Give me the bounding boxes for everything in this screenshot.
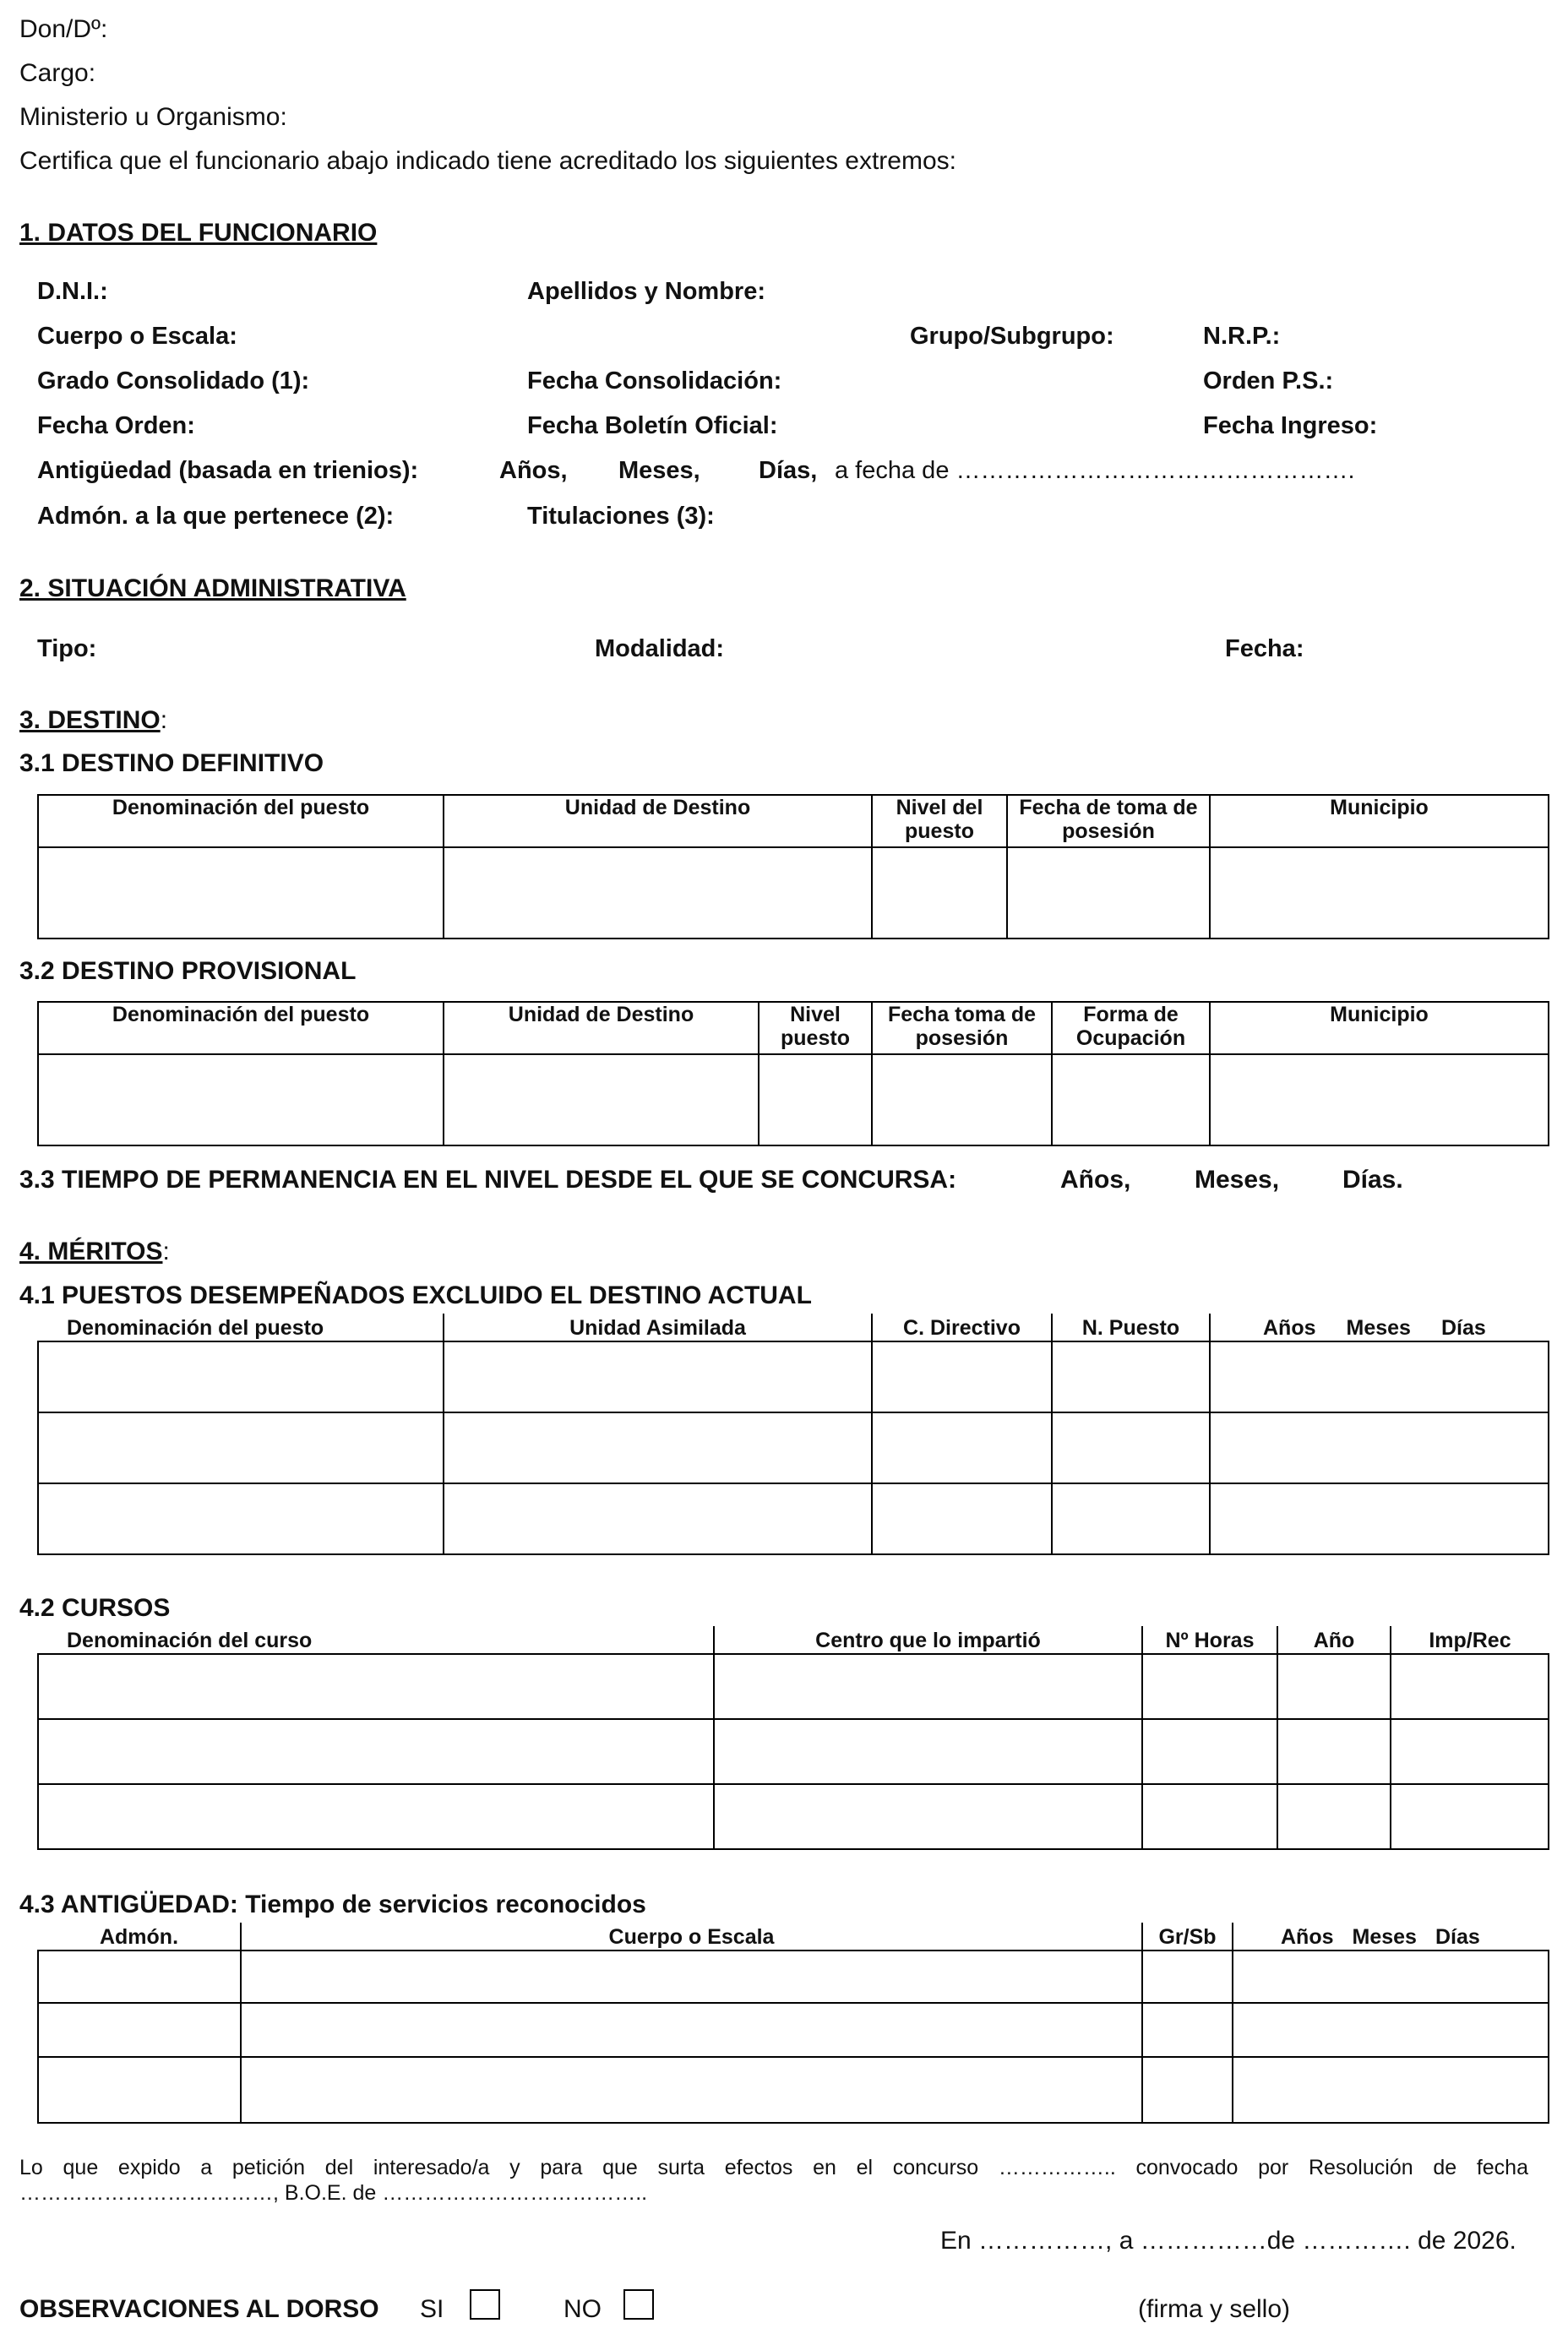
- table-cell: [1052, 1483, 1210, 1554]
- section4-colon: :: [162, 1238, 170, 1265]
- table-cell: [1391, 1719, 1549, 1784]
- time-dias: Días: [1435, 1925, 1480, 1949]
- time-meses: Meses: [1352, 1925, 1417, 1949]
- header-cell: Cuerpo o Escala: [241, 1923, 1142, 1951]
- apellidos-label: Apellidos y Nombre:: [527, 278, 765, 305]
- header-cell: Nº Horas: [1142, 1626, 1277, 1654]
- fecha-label: Fecha:: [1225, 635, 1304, 662]
- certifica-text: Certifica que el funcionario abajo indicado tiene acreditado los siguientes extremos:: [19, 147, 956, 175]
- header-cell: Año: [1277, 1626, 1391, 1654]
- header-cell: N. Puesto: [1052, 1314, 1210, 1341]
- table-cell: [241, 2057, 1142, 2123]
- no-checkbox[interactable]: [623, 2289, 654, 2320]
- table-cell: [1277, 1654, 1391, 1719]
- section3-colon: :: [160, 706, 168, 734]
- header-cell-time: [1210, 1314, 1549, 1341]
- header-cell-time: [1233, 1923, 1549, 1951]
- table-cell: [38, 1951, 241, 2003]
- table-cell: [38, 1054, 444, 1145]
- puestos-title: 4.1 PUESTOS DESEMPEÑADOS EXCLUIDO EL DESTINO ACTUAL: [19, 1281, 812, 1309]
- table-cell: [241, 1951, 1142, 2003]
- table-cell: [1233, 2003, 1549, 2057]
- fecha-ingreso-label: Fecha Ingreso:: [1203, 412, 1378, 439]
- table-cell: [38, 1341, 444, 1412]
- destino-definitivo-table: [37, 794, 1549, 939]
- table-cell: [1233, 1951, 1549, 2003]
- table-cell: [1277, 1719, 1391, 1784]
- destino-provisional-title: 3.2 DESTINO PROVISIONAL: [19, 957, 357, 985]
- table-cell: [1142, 2057, 1233, 2123]
- cursos-table: [37, 1626, 1549, 1850]
- nrp-label: N.R.P.:: [1203, 323, 1281, 350]
- table-cell: [1210, 1483, 1549, 1554]
- observaciones-label: OBSERVACIONES AL DORSO: [19, 2295, 379, 2323]
- time-dias: Días: [1440, 1316, 1486, 1340]
- dni-label: D.N.I.:: [37, 278, 108, 305]
- header-cell: Admón.: [38, 1923, 241, 1951]
- table-cell: [714, 1654, 1142, 1719]
- table-cell: [1277, 1784, 1391, 1849]
- antiguedad-label: Antigüedad (basada en trienios):: [37, 457, 419, 484]
- table-cell: [38, 1412, 444, 1483]
- puestos-table: [37, 1314, 1549, 1555]
- section2-title: 2. SITUACIÓN ADMINISTRATIVA: [19, 574, 406, 602]
- antiguedad-anos: Años,: [499, 457, 568, 484]
- table-cell: [38, 1784, 714, 1849]
- table-cell: [872, 1483, 1052, 1554]
- table-cell: [1142, 1654, 1277, 1719]
- tipo-label: Tipo:: [37, 635, 97, 662]
- admon-label: Admón. a la que pertenece (2):: [37, 503, 395, 530]
- si-label: SI: [420, 2295, 444, 2323]
- section3-title-text: 3. DESTINO: [19, 706, 161, 734]
- table-cell: [714, 1719, 1142, 1784]
- no-label: NO: [564, 2295, 602, 2323]
- header-cell: C. Directivo: [872, 1314, 1052, 1341]
- section1-title: 1. DATOS DEL FUNCIONARIO: [19, 219, 378, 247]
- table-cell: [759, 1054, 872, 1145]
- table-cell: [1052, 1412, 1210, 1483]
- table-cell: [38, 2003, 241, 2057]
- permanencia-anos: Años,: [1060, 1166, 1131, 1194]
- table-cell: [1233, 2057, 1549, 2123]
- destino-definitivo-title: 3.1 DESTINO DEFINITIVO: [19, 749, 324, 777]
- table-cell: [872, 847, 1007, 939]
- header-cell: Denominación del puesto: [38, 1002, 444, 1054]
- fecha-boletin-label: Fecha Boletín Oficial:: [527, 412, 778, 439]
- header-cell: Municipio: [1210, 1002, 1549, 1054]
- time-anos: Años: [1263, 1316, 1316, 1340]
- cargo-label: Cargo:: [19, 59, 96, 87]
- table-cell: [38, 2057, 241, 2123]
- fecha-consolidacion-label: Fecha Consolidación:: [527, 367, 782, 394]
- si-checkbox[interactable]: [470, 2289, 500, 2320]
- orden-ps-label: Orden P.S.:: [1203, 367, 1334, 394]
- header-cell: Unidad Asimilada: [444, 1314, 872, 1341]
- grado-label: Grado Consolidado (1):: [37, 367, 310, 394]
- antiguedad-table: [37, 1923, 1549, 2124]
- table-cell: [1210, 1054, 1549, 1145]
- antiguedad-dias: Días,: [759, 457, 818, 484]
- header-cell: Denominación del puesto: [38, 795, 444, 847]
- header-cell: Municipio: [1210, 795, 1549, 847]
- firma-sello-label: (firma y sello): [1138, 2295, 1291, 2323]
- header-cell: Fecha de toma de posesión: [1007, 795, 1210, 847]
- table-cell: [1210, 847, 1549, 939]
- header-cell: Forma de Ocupación: [1052, 1002, 1210, 1054]
- ministerio-label: Ministerio u Organismo:: [19, 103, 287, 131]
- table-cell: [241, 2003, 1142, 2057]
- table-cell: [444, 1412, 872, 1483]
- table-cell: [38, 847, 444, 939]
- cuerpo-label: Cuerpo o Escala:: [37, 323, 237, 350]
- table-cell: [444, 847, 872, 939]
- permanencia-meses: Meses,: [1195, 1166, 1280, 1194]
- table-cell: [872, 1412, 1052, 1483]
- table-cell: [1007, 847, 1210, 939]
- don-label: Don/Dº:: [19, 15, 108, 43]
- header-cell: Unidad de Destino: [444, 795, 872, 847]
- table-cell: [38, 1654, 714, 1719]
- table-cell: [714, 1784, 1142, 1849]
- section3-title: [19, 706, 167, 735]
- header-cell: Imp/Rec: [1391, 1626, 1549, 1654]
- table-cell: [1052, 1341, 1210, 1412]
- table-cell: [444, 1483, 872, 1554]
- table-cell: [444, 1054, 759, 1145]
- table-cell: [38, 1483, 444, 1554]
- section4-title-text: 4. MÉRITOS: [19, 1238, 163, 1265]
- table-cell: [872, 1054, 1052, 1145]
- table-cell: [1052, 1054, 1210, 1145]
- tiempo-permanencia-title: 3.3 TIEMPO DE PERMANENCIA EN EL NIVEL DESDE EL QUE SE CONCURSA:: [19, 1166, 957, 1194]
- modalidad-label: Modalidad:: [595, 635, 725, 662]
- header-cell: Denominación del puesto: [38, 1314, 444, 1341]
- permanencia-dias: Días.: [1342, 1166, 1403, 1194]
- titulaciones-label: Titulaciones (3):: [527, 503, 715, 530]
- cursos-title: 4.2 CURSOS: [19, 1594, 171, 1622]
- table-cell: [1142, 1719, 1277, 1784]
- destino-provisional-table: [37, 1001, 1549, 1146]
- header-cell: Nivel puesto: [759, 1002, 872, 1054]
- table-cell: [1142, 1784, 1277, 1849]
- header-cell: Unidad de Destino: [444, 1002, 759, 1054]
- header-cell: Centro que lo impartió: [714, 1626, 1142, 1654]
- table-cell: [1391, 1784, 1549, 1849]
- table-cell: [444, 1341, 872, 1412]
- antiguedad-servicios-title: 4.3 ANTIGÜEDAD: Tiempo de servicios reconocidos: [19, 1891, 646, 1918]
- table-cell: [1142, 2003, 1233, 2057]
- header-cell: Denominación del curso: [38, 1626, 714, 1654]
- table-cell: [1210, 1341, 1549, 1412]
- antiguedad-meses: Meses,: [618, 457, 700, 484]
- fecha-orden-label: Fecha Orden:: [37, 412, 195, 439]
- table-cell: [1391, 1654, 1549, 1719]
- expido-text-line1: Lo que expido a petición del interesado/a y para que surta efectos en el concurso …………….. convocado por Resolución de fecha: [19, 2156, 1528, 2179]
- table-cell: [1210, 1412, 1549, 1483]
- expido-text-line2: ………………………………, B.O.E. de ………………………………..: [19, 2181, 648, 2205]
- header-cell: Gr/Sb: [1142, 1923, 1233, 1951]
- time-anos: Años: [1281, 1925, 1334, 1949]
- table-cell: [38, 1719, 714, 1784]
- table-cell: [872, 1341, 1052, 1412]
- a-fecha-de: a fecha de ………………………………………….: [835, 457, 1355, 484]
- section4-title: [19, 1238, 170, 1266]
- place-date-line: En ……………, a ……………de …………. de 2026.: [940, 2227, 1516, 2255]
- table-cell: [1142, 1951, 1233, 2003]
- grupo-label: Grupo/Subgrupo:: [910, 323, 1114, 350]
- header-cell: Nivel del puesto: [872, 795, 1007, 847]
- time-meses: Meses: [1346, 1316, 1411, 1340]
- header-cell: Fecha toma de posesión: [872, 1002, 1052, 1054]
